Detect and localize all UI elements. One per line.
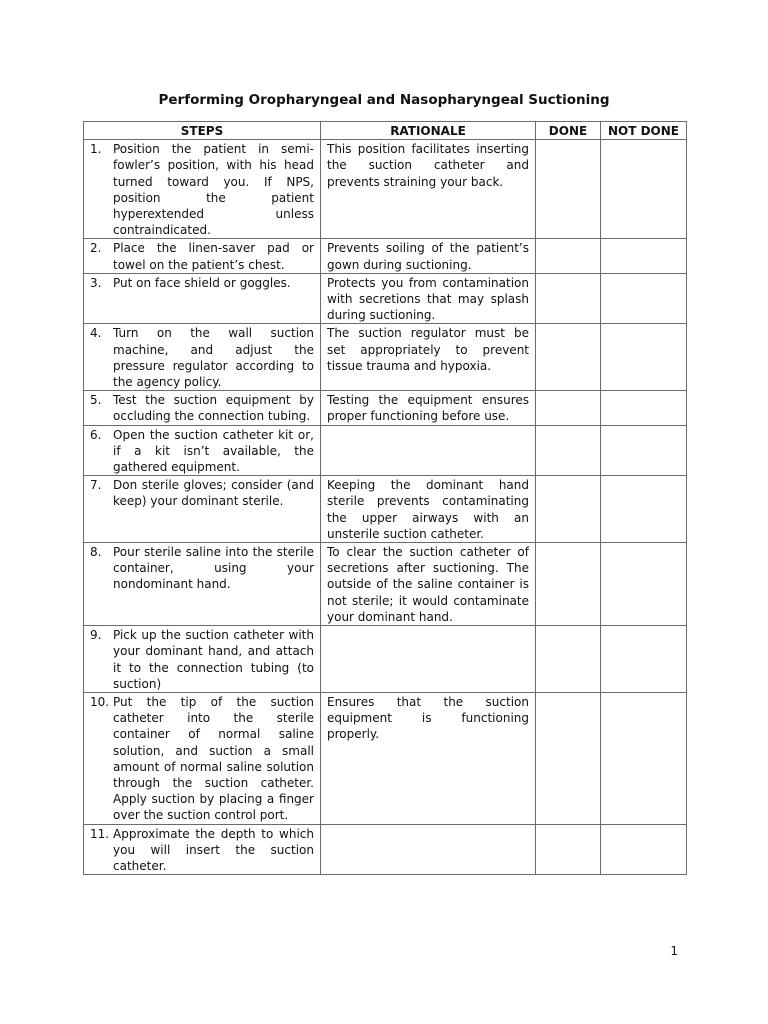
not-done-checkbox-cell[interactable] [601, 476, 687, 543]
header-rationale: RATIONALE [321, 122, 536, 140]
table-row [84, 140, 687, 239]
table-row [84, 626, 687, 693]
step-number: 7. [90, 478, 102, 493]
done-checkbox-cell[interactable] [536, 425, 601, 476]
rationale-cell [321, 140, 536, 239]
table-row [84, 425, 687, 476]
step-text: Pour sterile saline into the sterile container, using your nondominant hand. [113, 545, 314, 592]
table-body [84, 140, 687, 875]
rationale-cell [321, 824, 536, 875]
step-text: Turn on the wall suction machine, and adjust the pressure regulator according to the agency policy. [113, 326, 314, 390]
table-row [84, 692, 687, 824]
step-cell [84, 476, 321, 543]
rationale-cell [321, 425, 536, 476]
rationale-text: Testing the equipment ensures proper functioning before use. [327, 393, 529, 424]
header-steps: STEPS [84, 122, 321, 140]
not-done-checkbox-cell[interactable] [601, 324, 687, 391]
step-text: Don sterile gloves; consider (and keep) your dominant sterile. [113, 478, 314, 509]
step-number: 4. [90, 326, 102, 341]
rationale-text: This position facilitates inserting the suction catheter and prevents straining your back. [327, 142, 529, 189]
step-number: 11. [90, 826, 110, 841]
not-done-checkbox-cell[interactable] [601, 239, 687, 273]
step-text: Pick up the suction catheter with your dominant hand, and attach it to the connection tubing (to suction) [113, 628, 314, 691]
rationale-cell [321, 476, 536, 543]
step-number: 5. [90, 393, 102, 408]
not-done-checkbox-cell[interactable] [601, 692, 687, 824]
header-not-done: NOT DONE [601, 122, 687, 140]
rationale-text: Keeping the dominant hand sterile prevents contaminating the upper airways with an unsterile suction catheter. [327, 478, 529, 541]
not-done-checkbox-cell[interactable] [601, 626, 687, 693]
done-checkbox-cell[interactable] [536, 239, 601, 273]
rationale-text: Protects you from contamination with secretions that may splash during suctioning. [327, 275, 529, 323]
step-text: Put on face shield or goggles. [113, 275, 291, 290]
procedure-checklist-table [83, 121, 687, 875]
step-number: 9. [90, 628, 102, 643]
rationale-cell [321, 273, 536, 324]
step-number: 1. [90, 142, 102, 157]
step-cell [84, 425, 321, 476]
step-text: Open the suction catheter kit or, if a kit isn’t available, the gathered equipment. [113, 427, 314, 475]
step-cell [84, 692, 321, 824]
rationale-text: Prevents soiling of the patient’s gown during suctioning. [327, 241, 529, 272]
not-done-checkbox-cell[interactable] [601, 425, 687, 476]
not-done-checkbox-cell[interactable] [601, 391, 687, 425]
table-row [84, 824, 687, 875]
not-done-checkbox-cell[interactable] [601, 140, 687, 239]
step-cell [84, 391, 321, 425]
step-text: Position the patient in semi-fowler’s position, with his head turned toward you. If NPS, position the patient hyperextended unless contraindicated. [113, 142, 314, 238]
step-number: 10. [90, 694, 110, 709]
table-row [84, 543, 687, 626]
rationale-cell [321, 543, 536, 626]
table-row [84, 273, 687, 324]
step-text: Place the linen-saver pad or towel on the patient’s chest. [113, 241, 314, 272]
step-cell [84, 543, 321, 626]
step-number: 6. [90, 427, 102, 442]
page-number: 1 [670, 944, 678, 958]
rationale-cell [321, 391, 536, 425]
page-title: Performing Oropharyngeal and Nasopharyngeal Suctioning [158, 92, 610, 108]
rationale-cell [321, 692, 536, 824]
rationale-text: Ensures that the suction equipment is functioning properly. [327, 694, 529, 742]
step-cell [84, 273, 321, 324]
table-row [84, 476, 687, 543]
table-header-row [84, 122, 687, 140]
not-done-checkbox-cell[interactable] [601, 543, 687, 626]
step-cell [84, 140, 321, 239]
step-text: Approximate the depth to which you will insert the suction catheter. [113, 826, 314, 873]
done-checkbox-cell[interactable] [536, 824, 601, 875]
done-checkbox-cell[interactable] [536, 140, 601, 239]
step-cell [84, 824, 321, 875]
done-checkbox-cell[interactable] [536, 391, 601, 425]
done-checkbox-cell[interactable] [536, 692, 601, 824]
not-done-checkbox-cell[interactable] [601, 824, 687, 875]
done-checkbox-cell[interactable] [536, 626, 601, 693]
header-done: DONE [536, 122, 601, 140]
rationale-cell [321, 239, 536, 273]
done-checkbox-cell[interactable] [536, 476, 601, 543]
step-cell [84, 239, 321, 273]
done-checkbox-cell[interactable] [536, 543, 601, 626]
rationale-cell [321, 626, 536, 693]
rationale-cell [321, 324, 536, 391]
step-cell [84, 626, 321, 693]
step-number: 2. [90, 241, 102, 256]
table-row [84, 324, 687, 391]
not-done-checkbox-cell[interactable] [601, 273, 687, 324]
rationale-text: The suction regulator must be set appropriately to prevent tissue trauma and hypoxia. [327, 326, 529, 373]
step-cell [84, 324, 321, 391]
table-row [84, 239, 687, 273]
step-text: Test the suction equipment by occluding the connection tubing. [113, 393, 314, 424]
step-text: Put the tip of the suction catheter into the sterile container of normal saline solution, and suction a small amount of normal saline solution through the suction catheter. Apply suction by placing a finger over the suction control port. [113, 694, 314, 823]
rationale-text: To clear the suction catheter of secretions after suctioning. The outside of the saline container is not sterile; it would contaminate your dominant hand. [327, 545, 529, 624]
done-checkbox-cell[interactable] [536, 273, 601, 324]
done-checkbox-cell[interactable] [536, 324, 601, 391]
step-number: 3. [90, 275, 102, 290]
table-row [84, 391, 687, 425]
step-number: 8. [90, 545, 102, 560]
